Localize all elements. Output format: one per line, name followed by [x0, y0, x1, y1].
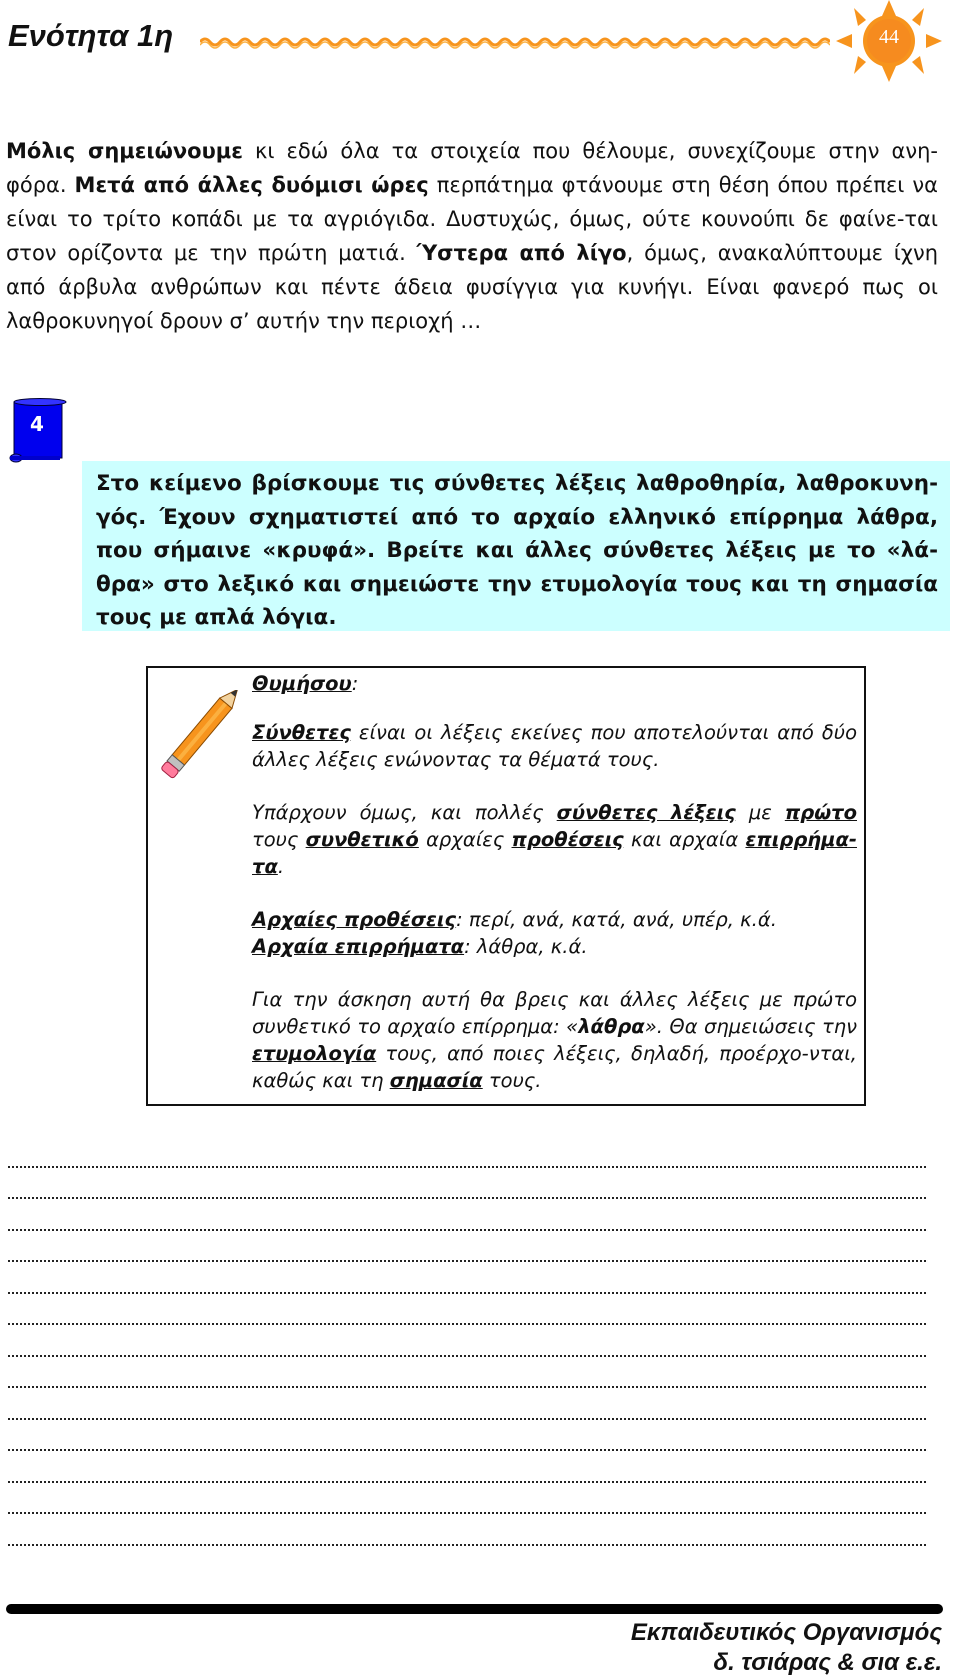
footer-divider [6, 1604, 943, 1614]
adverbs-line [252, 933, 857, 960]
prepositions-line [252, 906, 857, 933]
adverbs-list: : λάθρα, κ.ά. [464, 935, 588, 958]
p2-b: σύνθετες λέξεις [556, 801, 736, 824]
answer-line[interactable] [8, 1492, 926, 1524]
p4-g: τους. [482, 1069, 542, 1092]
adverbs-label: Αρχαία επιρρήματα [252, 935, 465, 958]
p4-a: Για την άσκηση αυτή θα βρεις και άλλες λέξεις με πρώτο συνθετικό το αρχαίο επίρρημα: « [252, 988, 857, 1038]
answer-line[interactable] [8, 1334, 926, 1366]
remember-title-colon: : [351, 672, 359, 695]
p4-c: ». Θα σημειώσεις την [644, 1015, 857, 1038]
footer-line-1: Εκπαιδευτικός Οργανισμός [630, 1619, 942, 1646]
remember-content [252, 670, 857, 1094]
intro-bold-2: Μετά από άλλες δυόμισι ώρες [74, 173, 429, 197]
decorative-wave-line [200, 32, 830, 52]
answer-line[interactable] [8, 1429, 926, 1461]
p2-f: συνθετικό [305, 828, 419, 851]
answer-line[interactable] [8, 1397, 926, 1429]
pencil-icon [152, 690, 238, 790]
p2-c: με [735, 801, 785, 824]
prepositions-list: : περί, ανά, κατά, ανά, υπέρ, κ.ά. [456, 908, 777, 931]
answer-line[interactable] [8, 1366, 926, 1398]
answer-line[interactable] [8, 1271, 926, 1303]
p2-a: Υπάρχουν όμως, και πολλές [252, 801, 557, 824]
remember-paragraph-4 [252, 986, 857, 1094]
answer-line[interactable] [8, 1177, 926, 1209]
p2-d: πρώτο [784, 801, 857, 824]
compound-term: Σύνθετες [252, 721, 351, 744]
p2-e: τους [252, 828, 306, 851]
intro-text-2: περπάτημα φτάνουμε στη θέση όπου πρέπει να είναι το τρίτο κοπάδι με τα αγριόγιδα. Δυστυχώς, όμως, ούτε κουνούπι δε φαίνε-ται στον ορίζοντα με την πρώτη ματιά. [6, 173, 938, 265]
task-number: 4 [30, 412, 44, 436]
page-number: 44 [879, 26, 899, 48]
footer-line-2: δ. τσιάρας & σια ε.ε. [713, 1649, 942, 1676]
section-title: Ενότητα 1η [8, 18, 174, 53]
answer-line[interactable] [8, 1208, 926, 1240]
prepositions-label: Αρχαίες προθέσεις [252, 908, 457, 931]
remember-paragraph-2 [252, 799, 857, 880]
p4-d: ετυμολογία [252, 1042, 377, 1065]
footer-publisher [631, 1618, 942, 1678]
remember-heading [252, 670, 857, 697]
answer-lines[interactable] [8, 1145, 926, 1555]
intro-paragraph [6, 134, 938, 338]
p2-j: επιρρήμα-τα [252, 828, 857, 878]
answer-line[interactable] [8, 1240, 926, 1272]
p2-h: προθέσεις [511, 828, 624, 851]
intro-bold-1: Μόλις σημειώνουμε [6, 139, 243, 163]
remember-paragraph-1 [252, 719, 857, 773]
p4-f: σημασία [389, 1069, 483, 1092]
answer-line[interactable] [8, 1303, 926, 1335]
p4-b: λάθρα [578, 1015, 645, 1038]
p2-g: αρχαίες [418, 828, 512, 851]
answer-line[interactable] [8, 1523, 926, 1555]
intro-bold-3: Ύστερα από λίγο [416, 241, 627, 265]
remember-p1-text: είναι οι λέξεις εκείνες που αποτελούνται από δύο άλλες λέξεις ενώνοντας τα θέματά τους. [252, 721, 857, 771]
p4-e: τους, από ποιες λέξεις, δηλαδή, προέρχο-νται, καθώς και τη [252, 1042, 857, 1092]
p2-i: και αρχαία [623, 828, 746, 851]
task-box [82, 461, 950, 631]
intro-text-1: κι εδώ όλα τα στοιχεία που θέλουμε, συνεχίζουμε στην ανη-φόρα. [6, 139, 938, 197]
p2-k: . [277, 855, 285, 878]
answer-line[interactable] [8, 1145, 926, 1177]
intro-text-3: , όμως, ανακαλύπτουμε ίχνη από άρβυλα ανθρώπων και πέντε άδεια φυσίγγια για κυνήγι. Είναι φανερό πως οι λαθροκυνηγοί δρουν σ’ αυτήν την περιοχή … [6, 241, 939, 333]
task-text: Στο κείμενο βρίσκουμε τις σύνθετες λέξεις λαθροθηρία, λαθροκυνη-γός. Έχουν σχηματιστεί από το αρχαίο ελληνικό επίρρημα λάθρα, που σήμαινε «κρυφά». Βρείτε και άλλες σύνθετες λέξεις με το «λά-θρα» στο λεξικό και σημειώστε την ετυμολογία τους και τη σημασία τους με απλά λόγια. [96, 471, 938, 630]
remember-title: Θυμήσου [252, 672, 352, 695]
answer-line[interactable] [8, 1460, 926, 1492]
